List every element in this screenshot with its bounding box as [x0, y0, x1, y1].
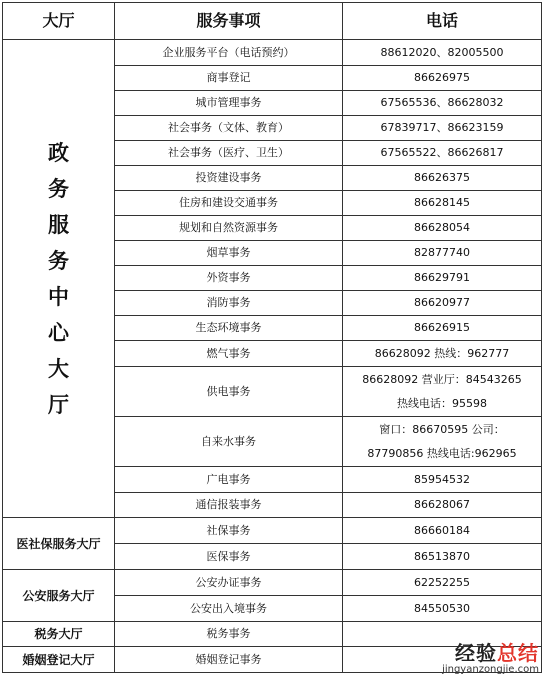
table-row: [3, 570, 542, 596]
service-cell: 公安办证事务: [115, 570, 343, 596]
hall-char: 务: [48, 176, 69, 201]
phone-cell: 67565522、86626817: [343, 141, 542, 166]
hall-tax: 税务大厅: [3, 622, 115, 647]
service-cell: 公安出入境事务: [115, 596, 343, 622]
service-cell: 企业服务平台（电话预约）: [115, 40, 343, 66]
phone-cell: 86628092 热线：962777: [343, 341, 542, 367]
hall-char: 大: [48, 356, 69, 381]
service-cell: 供电事务: [115, 367, 343, 417]
phone-cell: 86660184: [343, 518, 542, 544]
hall-char: 服: [48, 212, 69, 237]
phone-cell: 86626375: [343, 166, 542, 191]
hall-gov-center: [3, 40, 115, 518]
phone-cell: [343, 622, 542, 647]
hall-char: 心: [48, 320, 69, 345]
table-row: [3, 622, 542, 647]
hall-police: 公安服务大厅: [3, 570, 115, 622]
phone-line: 86628092 营业厅：84543265: [362, 372, 522, 386]
hall-char: 中: [48, 284, 69, 309]
phone-cell: 86628145: [343, 191, 542, 216]
watermark-text-a: 经验: [455, 641, 497, 665]
service-cell: 商事登记: [115, 66, 343, 91]
service-cell: 城市管理事务: [115, 91, 343, 116]
header-service: 服务事项: [115, 3, 343, 40]
phone-cell: 85954532: [343, 467, 542, 493]
header-hall: 大厅: [3, 3, 115, 40]
service-directory-table: [2, 2, 542, 673]
watermark-text-b: 总结: [497, 641, 539, 665]
phone-cell: 86628054: [343, 216, 542, 241]
phone-cell: 67839717、86623159: [343, 116, 542, 141]
phone-cell: 82877740: [343, 241, 542, 266]
service-cell: 社保事务: [115, 518, 343, 544]
service-cell: 投资建设事务: [115, 166, 343, 191]
service-cell: 生态环境事务: [115, 316, 343, 341]
phone-cell: 88612020、82005500: [343, 40, 542, 66]
service-cell: 广电事务: [115, 467, 343, 493]
table-row: [3, 40, 542, 66]
phone-cell: [343, 647, 542, 673]
service-cell: 外资事务: [115, 266, 343, 291]
phone-line: 窗口：86670595 公司：: [379, 422, 505, 436]
phone-cell: 86620977: [343, 291, 542, 316]
phone-cell: 84550530: [343, 596, 542, 622]
phone-line: 87790856 热线电话:962965: [367, 446, 517, 460]
phone-cell: 86626975: [343, 66, 542, 91]
phone-cell-multiline: [343, 367, 542, 417]
service-cell: 婚姻登记事务: [115, 647, 343, 673]
service-cell: 通信报装事务: [115, 493, 343, 518]
phone-cell: 86628067: [343, 493, 542, 518]
service-cell: 税务事务: [115, 622, 343, 647]
hall-char: 厅: [48, 392, 69, 417]
watermark-url: jingyanzongjie.com: [442, 664, 539, 675]
phone-cell: 86513870: [343, 544, 542, 570]
table-row: [3, 518, 542, 544]
service-cell: 消防事务: [115, 291, 343, 316]
hall-char: 务: [48, 248, 69, 273]
phone-cell: 86626915: [343, 316, 542, 341]
service-cell: 住房和建设交通事务: [115, 191, 343, 216]
table-row: [3, 647, 542, 673]
hall-medical-social: 医社保服务大厅: [3, 518, 115, 570]
service-cell: 医保事务: [115, 544, 343, 570]
service-cell: 规划和自然资源事务: [115, 216, 343, 241]
service-cell: 社会事务（医疗、卫生）: [115, 141, 343, 166]
service-cell: 自来水事务: [115, 417, 343, 467]
phone-line: 热线电话：95598: [397, 396, 487, 410]
phone-cell: 67565536、86628032: [343, 91, 542, 116]
service-cell: 燃气事务: [115, 341, 343, 367]
phone-cell-multiline: [343, 417, 542, 467]
hall-char: 政: [48, 140, 69, 165]
header-phone: 电话: [343, 3, 542, 40]
phone-cell: 86629791: [343, 266, 542, 291]
phone-cell: 62252255: [343, 570, 542, 596]
service-cell: 社会事务（文体、教育）: [115, 116, 343, 141]
hall-marriage: 婚姻登记大厅: [3, 647, 115, 673]
service-cell: 烟草事务: [115, 241, 343, 266]
table-header-row: [3, 3, 542, 40]
